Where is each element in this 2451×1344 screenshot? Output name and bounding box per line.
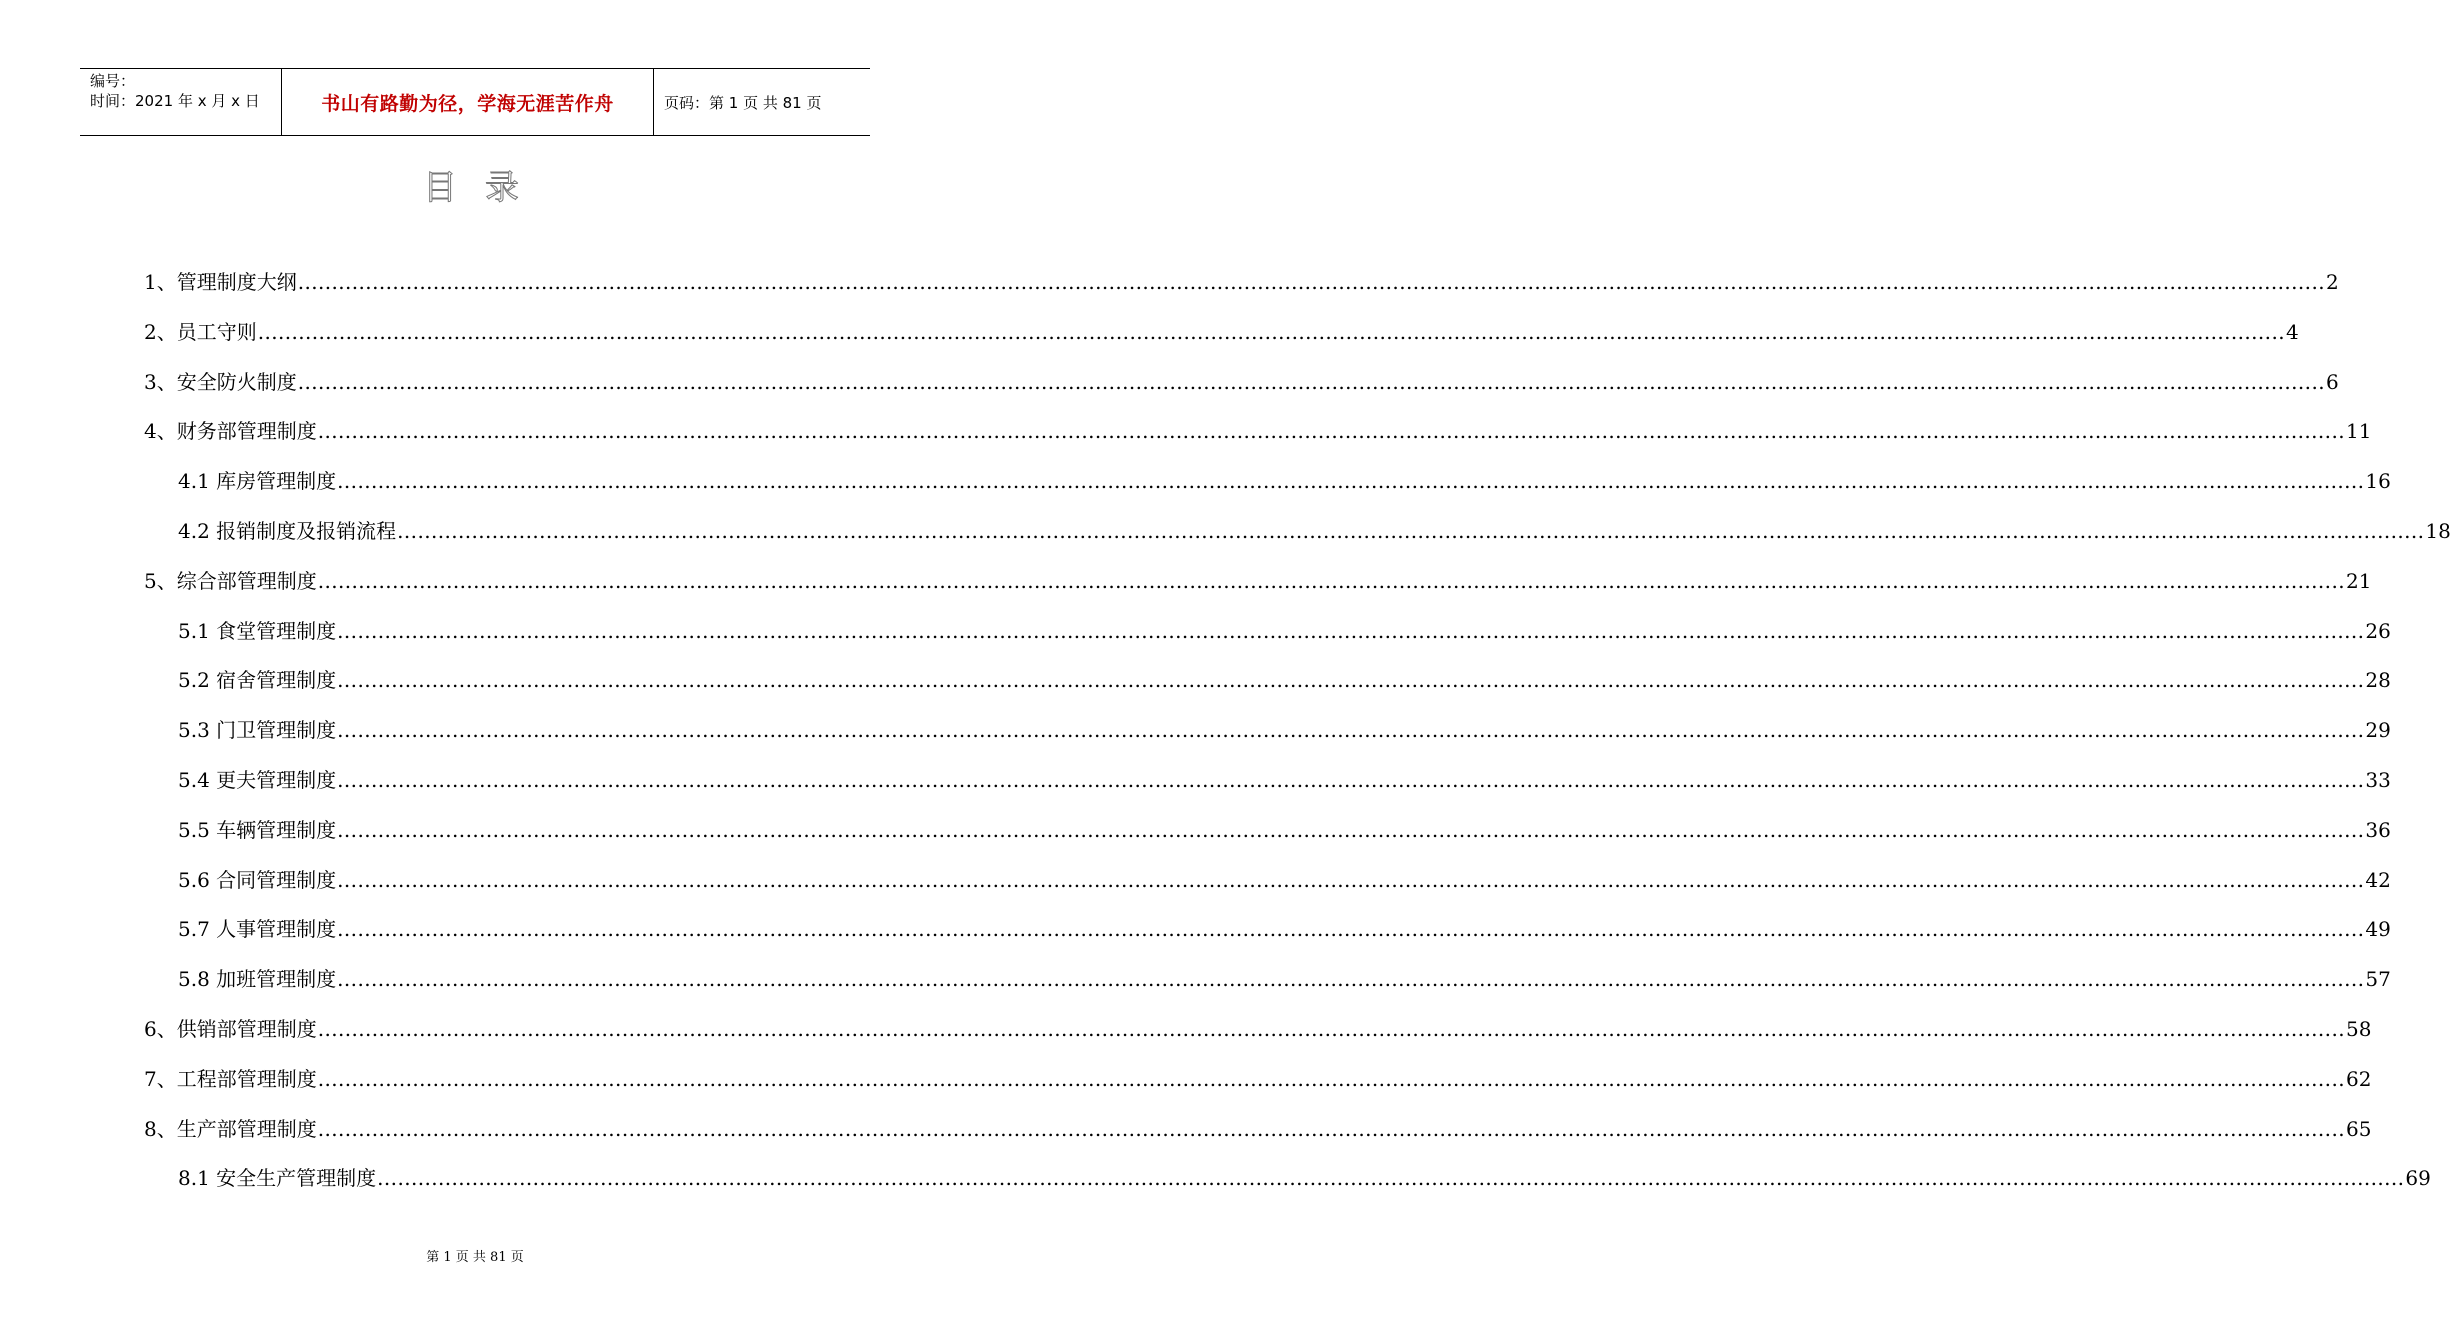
toc-entry[interactable]: [144, 1059, 2372, 1099]
toc-dot-leader: ............................................................................................................................................................................................................................................................................................................: [377, 1166, 2405, 1190]
toc-dot-leader: ............................................................................................................................................................................................................................................................................................................: [297, 270, 2325, 294]
toc-entry-page: 65: [2345, 1117, 2372, 1141]
toc-dot-leader: ............................................................................................................................................................................................................................................................................................................: [397, 519, 2425, 543]
toc-title: 目录: [423, 168, 547, 208]
toc-entry[interactable]: [178, 1158, 2431, 1198]
toc-dot-leader: ............................................................................................................................................................................................................................................................................................................: [317, 1117, 2345, 1141]
header-motto: 书山有路勤为径，学海无涯苦作舟: [282, 69, 654, 135]
toc-entry-label: 5、综合部管理制度: [144, 569, 317, 593]
toc-entry-label: 5.8 加班管理制度: [178, 967, 337, 991]
toc-entry[interactable]: [144, 312, 2299, 352]
toc-dot-leader: ............................................................................................................................................................................................................................................................................................................: [317, 419, 2345, 443]
toc-entry-label: 2、员工守则: [144, 320, 257, 344]
toc-entry-label: 4.2 报销制度及报销流程: [178, 519, 397, 543]
toc-dot-leader: ............................................................................................................................................................................................................................................................................................................: [337, 818, 2365, 842]
page-footer: 第 1 页 共 81 页: [426, 1250, 524, 1265]
toc-entry[interactable]: [178, 810, 2391, 850]
toc-entry[interactable]: [178, 611, 2391, 651]
toc-entry-label: 5.7 人事管理制度: [178, 917, 337, 941]
toc-entry-page: 58: [2345, 1017, 2372, 1041]
toc-entry-page: 28: [2365, 668, 2391, 692]
toc-dot-leader: ............................................................................................................................................................................................................................................................................................................: [317, 569, 2345, 593]
toc-entry-label: 4.1 库房管理制度: [178, 469, 337, 493]
toc-entry[interactable]: [144, 1009, 2372, 1049]
toc-dot-leader: ............................................................................................................................................................................................................................................................................................................: [337, 619, 2365, 643]
page-header: [80, 68, 870, 136]
toc-entry-label: 5.2 宿舍管理制度: [178, 668, 337, 692]
toc-entry-label: 7、工程部管理制度: [144, 1067, 317, 1091]
toc-entry-label: 5.1 食堂管理制度: [178, 619, 337, 643]
toc-entry[interactable]: [178, 909, 2391, 949]
toc-entry-page: 4: [2285, 320, 2299, 344]
toc-dot-leader: ............................................................................................................................................................................................................................................................................................................: [317, 1017, 2345, 1041]
toc-dot-leader: ............................................................................................................................................................................................................................................................................................................: [337, 469, 2365, 493]
toc-entry-label: 1、管理制度大纲: [144, 270, 297, 294]
toc-entry-label: 3、安全防火制度: [144, 370, 297, 394]
toc-dot-leader: ............................................................................................................................................................................................................................................................................................................: [337, 768, 2365, 792]
toc-entry[interactable]: [144, 561, 2372, 601]
header-page-info: 页码：第 1 页 共 81 页: [664, 93, 822, 112]
toc-entry-page: 62: [2345, 1067, 2372, 1091]
toc-entry-page: 42: [2365, 868, 2391, 892]
toc-entry[interactable]: [178, 660, 2391, 700]
toc-entry-page: 69: [2405, 1166, 2431, 1190]
toc-entry-page: 21: [2345, 569, 2372, 593]
toc-entry-page: 6: [2325, 370, 2339, 394]
toc-entry-label: 5.3 门卫管理制度: [178, 718, 337, 742]
toc-entry-page: 36: [2365, 818, 2391, 842]
toc-entry-page: 16: [2365, 469, 2391, 493]
toc-entry[interactable]: [144, 411, 2372, 451]
toc-entry-page: 18: [2425, 519, 2451, 543]
document-number-label: 编号：: [90, 72, 136, 90]
toc-entry[interactable]: [178, 860, 2391, 900]
header-meta: [80, 69, 282, 135]
toc-entry[interactable]: [178, 461, 2391, 501]
toc-entry[interactable]: [178, 959, 2391, 999]
toc-entry-page: 29: [2365, 718, 2391, 742]
toc-dot-leader: ............................................................................................................................................................................................................................................................................................................: [337, 718, 2365, 742]
toc-dot-leader: ............................................................................................................................................................................................................................................................................................................: [337, 668, 2365, 692]
toc-dot-leader: ............................................................................................................................................................................................................................................................................................................: [337, 917, 2365, 941]
toc-entry[interactable]: [178, 760, 2391, 800]
toc-entry-label: 5.4 更夫管理制度: [178, 768, 337, 792]
toc-entry[interactable]: [144, 262, 2339, 302]
toc-dot-leader: ............................................................................................................................................................................................................................................................................................................: [317, 1067, 2345, 1091]
toc-dot-leader: ............................................................................................................................................................................................................................................................................................................: [297, 370, 2325, 394]
toc-entry-label: 4、财务部管理制度: [144, 419, 317, 443]
toc-entry[interactable]: [144, 362, 2339, 402]
toc-entry[interactable]: [178, 710, 2391, 750]
document-time-label: 时间：2021 年 x 月 x 日: [90, 92, 260, 110]
toc-entry-label: 6、供销部管理制度: [144, 1017, 317, 1041]
toc-entry-page: 33: [2365, 768, 2391, 792]
toc-entry-page: 11: [2345, 419, 2372, 443]
toc-entry-label: 8.1 安全生产管理制度: [178, 1166, 377, 1190]
toc-entry[interactable]: [144, 1109, 2372, 1149]
toc-entry-page: 26: [2365, 619, 2391, 643]
toc-entry[interactable]: [178, 511, 2451, 551]
toc-dot-leader: ............................................................................................................................................................................................................................................................................................................: [337, 967, 2365, 991]
toc-entry-page: 2: [2325, 270, 2339, 294]
toc-entry-page: 57: [2365, 967, 2391, 991]
toc-entry-label: 5.6 合同管理制度: [178, 868, 337, 892]
toc-dot-leader: ............................................................................................................................................................................................................................................................................................................: [257, 320, 2285, 344]
toc-dot-leader: ............................................................................................................................................................................................................................................................................................................: [337, 868, 2365, 892]
toc-entry-page: 49: [2365, 917, 2391, 941]
toc-entry-label: 8、生产部管理制度: [144, 1117, 317, 1141]
toc-entry-label: 5.5 车辆管理制度: [178, 818, 337, 842]
